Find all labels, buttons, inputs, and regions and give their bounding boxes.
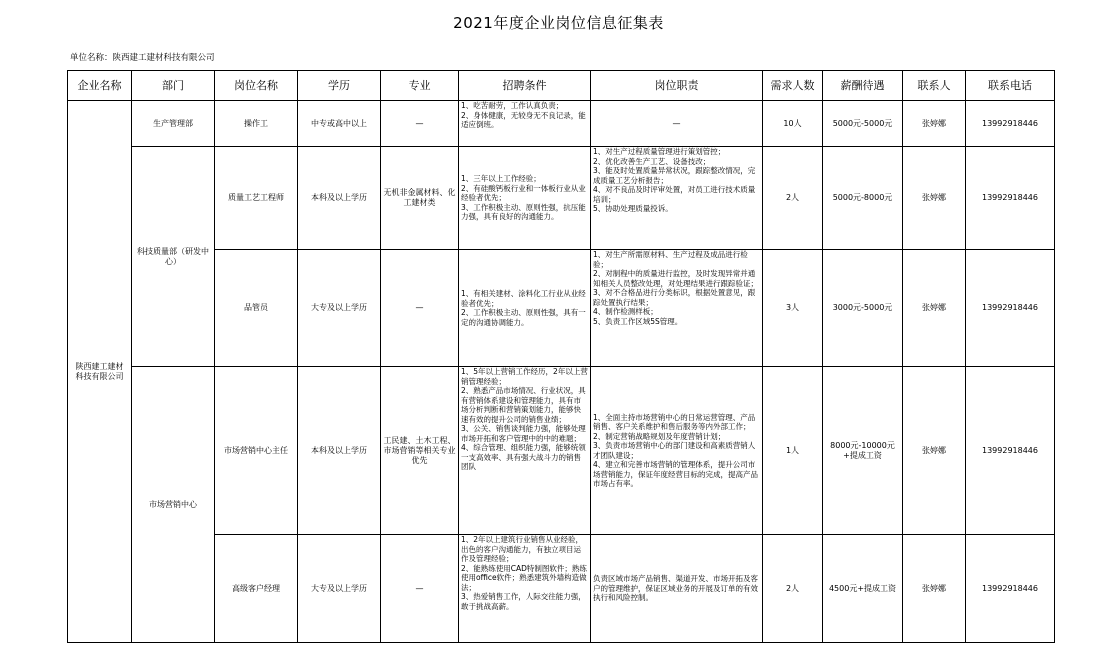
department-cell: 市场营销中心	[132, 367, 215, 643]
duties-cell: 1、全面主持市场营销中心的日常运营管理、产品销售、客户关系维护和售后服务等内外部工作； 2、制定营销战略规划及年度营销计划； 3、负责市场营销中心的部门建设和高素质营销人才团队建设； 4、建立和完善市场营销的管理体系，提升公司市场营销能力，保证年度经营目标的完成，提高产品市场占有率。	[591, 367, 763, 535]
phone-cell: 13992918446	[966, 367, 1055, 535]
contact-cell: 张婷娜	[903, 535, 966, 643]
department-cell: 生产管理部	[132, 101, 215, 147]
headcount-cell: 10人	[763, 101, 823, 147]
header-education: 学历	[298, 71, 381, 101]
header-salary: 薪酬待遇	[823, 71, 903, 101]
header-department: 部门	[132, 71, 215, 101]
unit-name-label: 单位名称：陕西建工建材科技有限公司	[70, 53, 215, 63]
headcount-cell: 1人	[763, 367, 823, 535]
salary-cell: 3000元-5000元	[823, 250, 903, 367]
salary-cell: 4500元+提成工资	[823, 535, 903, 643]
position-cell: 高级客户经理	[215, 535, 298, 643]
major-cell: —	[381, 535, 459, 643]
table-row	[68, 147, 1055, 250]
requirements-cell: 1、5年以上营销工作经历，2年以上营销管理经验； 2、熟悉产品市场情况、行业状况，具有营销体系建设和管理能力，具有市场分析判断和营销策划能力，能够快速有效的提升公司的销售业绩； 3、公关、销售谈判能力强，能够处理市场开拓和客户管理中的中的难题； 4、综合管理、组织能力强，能够统领一支高效率、具有强大战斗力的销售团队	[459, 367, 591, 535]
salary-cell: 5000元-8000元	[823, 147, 903, 250]
contact-cell: 张婷娜	[903, 101, 966, 147]
salary-cell: 5000元-5000元	[823, 101, 903, 147]
header-requirements: 招聘条件	[459, 71, 591, 101]
table-row	[68, 535, 1055, 643]
phone-cell: 13992918446	[966, 535, 1055, 643]
education-cell: 本科及以上学历	[298, 367, 381, 535]
position-cell: 操作工	[215, 101, 298, 147]
salary-cell: 8000元-10000元 +提成工资	[823, 367, 903, 535]
duties-cell: 负责区域市场产品销售、渠道开发、市场开拓及客户的管理维护，保证区域业务的开展及订单的有效执行和风险控制。	[591, 535, 763, 643]
phone-cell: 13992918446	[966, 101, 1055, 147]
table-row	[68, 250, 1055, 367]
table-row	[68, 101, 1055, 147]
contact-cell: 张婷娜	[903, 367, 966, 535]
education-cell: 中专或高中以上	[298, 101, 381, 147]
major-cell: 无机非金属材料、化工建材类	[381, 147, 459, 250]
department-cell: 科技质量部（研发中心）	[132, 147, 215, 367]
requirements-cell: 1、有相关建材、涂料化工行业从业经验者优先； 2、工作积极主动、原则性强，具有一定的沟通协调能力。	[459, 250, 591, 367]
position-cell: 市场营销中心主任	[215, 367, 298, 535]
headcount-cell: 2人	[763, 147, 823, 250]
header-company: 企业名称	[68, 71, 132, 101]
education-cell: 大专及以上学历	[298, 535, 381, 643]
major-cell: 工民建、土木工程、市场营销等相关专业优先	[381, 367, 459, 535]
duties-cell: —	[591, 101, 763, 147]
requirements-cell: 1、吃苦耐劳，工作认真负责； 2、身体健康，无较身无不良记录，能适应倒班。	[459, 101, 591, 147]
education-cell: 大专及以上学历	[298, 250, 381, 367]
contact-cell: 张婷娜	[903, 250, 966, 367]
header-major: 专业	[381, 71, 459, 101]
table-row	[68, 367, 1055, 535]
major-cell: —	[381, 250, 459, 367]
contact-cell: 张婷娜	[903, 147, 966, 250]
duties-cell: 1、对生产所需原材料、生产过程及成品进行检验； 2、对制程中的质量进行监控，及时发现异常并通知相关人员整改处理，对处理结果进行跟踪验证； 3、对不合格品进行分类标识，根据处置意见，跟踪处置执行结果； 4、制作检测样板； 5、负责工作区域5S管理。	[591, 250, 763, 367]
major-cell: —	[381, 101, 459, 147]
phone-cell: 13992918446	[966, 250, 1055, 367]
header-contact: 联系人	[903, 71, 966, 101]
header-position: 岗位名称	[215, 71, 298, 101]
phone-cell: 13992918446	[966, 147, 1055, 250]
header-phone: 联系电话	[966, 71, 1055, 101]
page-title: 2021年度企业岗位信息征集表	[453, 14, 664, 32]
requirements-cell: 1、2年以上建筑行业销售从业经验，出色的客户沟通能力，有独立项目运作及管理经验； 2、能熟练使用CAD特制图软件；熟练使用office软件；熟悉建筑外墙构造做法； 3、热爱销售工作，人际交往能力强，敢于挑战高薪。	[459, 535, 591, 643]
headcount-cell: 3人	[763, 250, 823, 367]
requirements-cell: 1、三年以上工作经验； 2、有硅酸钙板行业和一体板行业从业经验者优先； 3、工作积极主动、原则性强，抗压能力强，具有良好的沟通能力。	[459, 147, 591, 250]
job-info-table	[67, 70, 1055, 643]
header-row	[68, 71, 1055, 101]
company-name-cell: 陕西建工建材 科技有限公司	[68, 101, 132, 643]
headcount-cell: 2人	[763, 535, 823, 643]
duties-cell: 1、对生产过程质量管理进行策划管控； 2、优化改善生产工艺、设备技改； 3、能及时处置质量异常状况，跟踪整改情况，完成质量工艺分析报告； 4、对不良品及时评审处置，对员工进行技术质量培训； 5、协助处理质量投诉。	[591, 147, 763, 250]
header-duties: 岗位职责	[591, 71, 763, 101]
position-cell: 质量工艺工程师	[215, 147, 298, 250]
header-headcount: 需求人数	[763, 71, 823, 101]
position-cell: 品管员	[215, 250, 298, 367]
education-cell: 本科及以上学历	[298, 147, 381, 250]
